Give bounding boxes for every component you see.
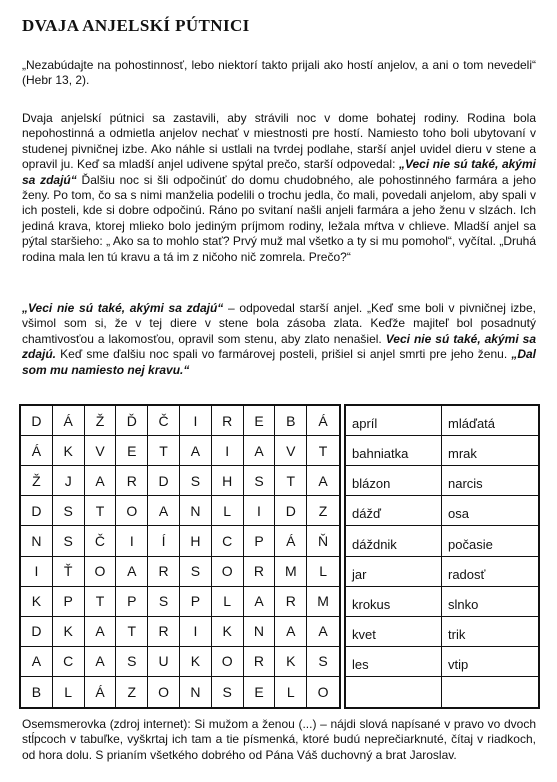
grid-cell[interactable]: A <box>307 617 339 647</box>
grid-cell[interactable]: K <box>212 617 244 647</box>
grid-cell[interactable]: S <box>116 647 148 677</box>
grid-cell[interactable]: O <box>317 683 329 700</box>
grid-cell[interactable]: Í <box>148 526 180 556</box>
grid-cell[interactable]: S <box>212 677 244 707</box>
word-list-item: blázon <box>346 466 442 496</box>
word-list-item: trik <box>442 617 538 647</box>
grid-cell[interactable]: E <box>244 406 276 436</box>
grid-cell[interactable]: N <box>244 617 276 647</box>
grid-cell[interactable]: O <box>212 647 244 677</box>
story-paragraph-2 <box>22 301 536 378</box>
grid-cell[interactable]: P <box>244 526 276 556</box>
grid-cell[interactable]: R <box>116 466 148 496</box>
grid-cell[interactable]: O <box>212 557 244 587</box>
grid-cell[interactable]: Č <box>148 406 180 436</box>
grid-cell[interactable]: N <box>180 496 212 526</box>
word-list-item: krokus <box>346 587 442 617</box>
grid-cell[interactable]: E <box>244 677 276 707</box>
grid-cell[interactable]: S <box>180 557 212 587</box>
grid-cell[interactable]: T <box>307 436 339 466</box>
grid-cell[interactable]: R <box>244 557 276 587</box>
bible-quote: „Nezabúdajte na pohostinnosť, lebo niektorí takto prijali ako hostí anjelov, a ani o tom nevedeli“ (Hebr 13, 2). <box>22 58 536 88</box>
puzzle-caption: Osemsmerovka (zdroj internet): Si mužom a ženou (...) – nájdi slová napísané v pravo vo dvoch stĺpcoch v tabuľke, vyškrtaj ich tam a tie písmenká, ktoré budú neprečiarknuté, čítaj v riadkoch, od hora dolu. S prianím všetkého dobrého od Pána Váš duchovný a brat Jaroslav. <box>22 717 536 762</box>
grid-cell[interactable]: T <box>116 617 148 647</box>
grid-cell[interactable]: T <box>85 496 117 526</box>
grid-cell[interactable]: S <box>53 526 85 556</box>
story-2-text-b: – odpovedal starší anjel. „Keď sme boli v pivničnej izbe, všimol som si, že v tej diere v stene bola zásoba zlata. Keďže majiteľ bol posadnutý chamtivosťou a lakomosťou, opravil som stenu, aby zlato nenašiel. <box>22 301 536 346</box>
grid-cell[interactable]: C <box>212 526 244 556</box>
grid-cell[interactable]: D <box>21 496 53 526</box>
grid-cell[interactable]: I <box>244 496 276 526</box>
grid-cell[interactable]: O <box>148 677 180 707</box>
word-list-item: bahniatka <box>346 436 442 466</box>
grid-cell[interactable]: S <box>148 587 180 617</box>
word-list-item: dáždnik <box>346 526 442 556</box>
grid-cell[interactable]: K <box>21 587 53 617</box>
grid-cell[interactable]: Ž <box>21 466 53 496</box>
grid-cell[interactable]: S <box>53 496 85 526</box>
word-list-item: vtip <box>442 647 538 677</box>
grid-cell[interactable]: S <box>180 466 212 496</box>
grid-cell[interactable]: R <box>148 617 180 647</box>
grid-cell[interactable]: L <box>53 677 85 707</box>
grid-cell[interactable]: A <box>85 617 117 647</box>
grid-cell[interactable]: A <box>244 436 276 466</box>
page-title: DVAJA ANJELSKÍ PÚTNICI <box>22 16 250 35</box>
word-list-item: dážď <box>346 496 442 526</box>
grid-cell[interactable]: Á <box>21 436 53 466</box>
word-list-item: mláďatá <box>442 406 538 436</box>
grid-cell[interactable]: Ň <box>307 526 339 556</box>
grid-cell[interactable]: A <box>275 617 307 647</box>
grid-cell[interactable]: T <box>275 466 307 496</box>
grid-cell[interactable]: Ť <box>53 557 85 587</box>
grid-cell[interactable]: R <box>148 557 180 587</box>
grid-cell[interactable]: H <box>212 466 244 496</box>
word-list-item: slnko <box>442 587 538 617</box>
grid-cell[interactable]: P <box>180 587 212 617</box>
word-list-item: narcis <box>442 466 538 496</box>
grid-cell[interactable]: L <box>212 496 244 526</box>
grid-cell[interactable]: H <box>180 526 212 556</box>
grid-cell[interactable]: V <box>275 436 307 466</box>
grid-cell[interactable]: D <box>275 496 307 526</box>
grid-cell[interactable]: S <box>307 647 339 677</box>
grid-cell[interactable]: Ž <box>85 406 117 436</box>
grid-cell[interactable]: O <box>85 557 117 587</box>
grid-cell[interactable]: M <box>307 587 339 617</box>
grid-cell[interactable]: A <box>116 557 148 587</box>
word-search-grid <box>19 404 341 709</box>
grid-cell[interactable]: E <box>116 436 148 466</box>
grid-cell[interactable]: I <box>116 526 148 556</box>
grid-cell[interactable]: N <box>180 677 212 707</box>
grid-cell[interactable]: S <box>244 466 276 496</box>
grid-cell[interactable]: L <box>307 557 339 587</box>
word-list-item: mrak <box>442 436 538 466</box>
grid-cell[interactable]: A <box>85 466 117 496</box>
grid-cell[interactable]: R <box>212 406 244 436</box>
word-list-item: radosť <box>442 557 538 587</box>
grid-cell[interactable]: P <box>116 587 148 617</box>
grid-cell[interactable]: A <box>85 647 117 677</box>
grid-cell[interactable]: Á <box>307 406 339 436</box>
grid-cell[interactable]: Ď <box>116 406 148 436</box>
story-1-text-c: Ďalšiu noc si šli odpočinúť do domu chudobného, ale pohostinného farmára a jeho ženy. Po tom, čo sa s nimi manželia podelili o trochu jedla, čo mali, povedali anjelom, aby spali v ich posteli, kde si dobre odpočinú. Ráno po svitaní našli anjeli farmára a jeho ženu v slzách. Ich jediná krava, ktorej mlieko bolo jediným príjmom rodiny, ležala mŕtva v chlieve. Mladší anjel sa pýtal staršieho: „ Ako sa to mohlo stať? Prvý muž mal všetko a ty si mu pomohol“, vyčítal. „Druhá rodina mala len tú kravu a tá im z ničoho nič zomrela. Prečo?“ <box>22 172 536 264</box>
story-1-emphasis: „Veci nie sú také, akými sa zdajú“ <box>22 157 536 187</box>
grid-cell[interactable]: A <box>307 466 339 496</box>
grid-cell[interactable]: D <box>21 617 53 647</box>
grid-cell[interactable]: I <box>212 436 244 466</box>
grid-cell[interactable]: I <box>180 406 212 436</box>
grid-cell[interactable]: O <box>116 496 148 526</box>
story-2-emphasis-c: Veci nie sú také, akými sa zdajú. <box>22 331 536 362</box>
grid-cell[interactable]: I <box>180 617 212 647</box>
word-list-item: osa <box>442 496 538 526</box>
grid-cell[interactable]: Á <box>85 677 117 707</box>
grid-cell[interactable]: T <box>148 436 180 466</box>
grid-cell[interactable]: A <box>244 587 276 617</box>
grid-cell[interactable]: Z <box>307 496 339 526</box>
grid-cell[interactable]: K <box>53 617 85 647</box>
word-list-table <box>344 404 540 709</box>
story-1-text-a: Dvaja anjelskí pútnici sa zastavili, aby strávili noc v dome bohatej rodiny. Rodina bola nepohostinná a odmietla anjelov nechať v miestnosti pre hostí. Namiesto toho boli ubytovaní v studenej pivničnej izbe. Ako náhle si ustlali na tvrdej podlahe, starší anjel uvidel dieru v stene a opravil ju. Keď sa mladší anjel udivene spýtal prečo, starší odpovedal: <box>22 111 536 172</box>
word-list-item: apríl <box>346 406 442 436</box>
grid-cell[interactable]: P <box>53 587 85 617</box>
story-2-emphasis-e: „Dal som mu namiesto nej kravu.“ <box>22 347 536 377</box>
grid-cell[interactable]: C <box>53 647 85 677</box>
grid-cell[interactable]: M <box>275 557 307 587</box>
grid-cell[interactable]: J <box>53 466 85 496</box>
grid-cell[interactable]: Á <box>53 406 85 436</box>
story-2-text-d: Keď sme ďalšiu noc spali vo farmárovej posteli, prišiel si anjel smrti pre jeho ženu. <box>56 347 512 362</box>
grid-cell[interactable]: L <box>275 677 307 707</box>
grid-cell[interactable]: Z <box>116 677 148 707</box>
grid-cell[interactable]: N <box>21 526 53 556</box>
grid-cell[interactable]: K <box>180 647 212 677</box>
word-list-item: kvet <box>346 617 442 647</box>
grid-cell[interactable]: A <box>180 436 212 466</box>
grid-cell[interactable]: I <box>21 557 53 587</box>
grid-cell[interactable]: D <box>148 466 180 496</box>
grid-cell[interactable]: K <box>275 647 307 677</box>
grid-cell[interactable]: D <box>21 406 53 436</box>
grid-cell[interactable]: V <box>85 436 117 466</box>
story-paragraph-1 <box>22 111 536 265</box>
word-list-item: jar <box>346 557 442 587</box>
grid-cell[interactable]: L <box>212 587 244 617</box>
story-2-emphasis-a: „Veci nie sú také, akými sa zdajú“ <box>22 301 224 315</box>
grid-cell[interactable]: T <box>85 587 117 617</box>
grid-cell[interactable]: Č <box>85 526 117 556</box>
word-list-item <box>442 677 538 707</box>
word-list-item: počasie <box>442 526 538 556</box>
grid-cell[interactable]: R <box>244 647 276 677</box>
word-list-item <box>346 677 442 707</box>
grid-cell[interactable]: Á <box>275 526 307 556</box>
grid-cell[interactable]: U <box>148 647 180 677</box>
grid-cell[interactable]: A <box>21 647 53 677</box>
grid-cell[interactable]: K <box>53 436 85 466</box>
grid-cell[interactable]: A <box>148 496 180 526</box>
word-list-item: les <box>346 647 442 677</box>
grid-cell[interactable]: R <box>275 587 307 617</box>
grid-cell[interactable]: B <box>275 406 307 436</box>
grid-cell[interactable]: B <box>21 677 53 707</box>
